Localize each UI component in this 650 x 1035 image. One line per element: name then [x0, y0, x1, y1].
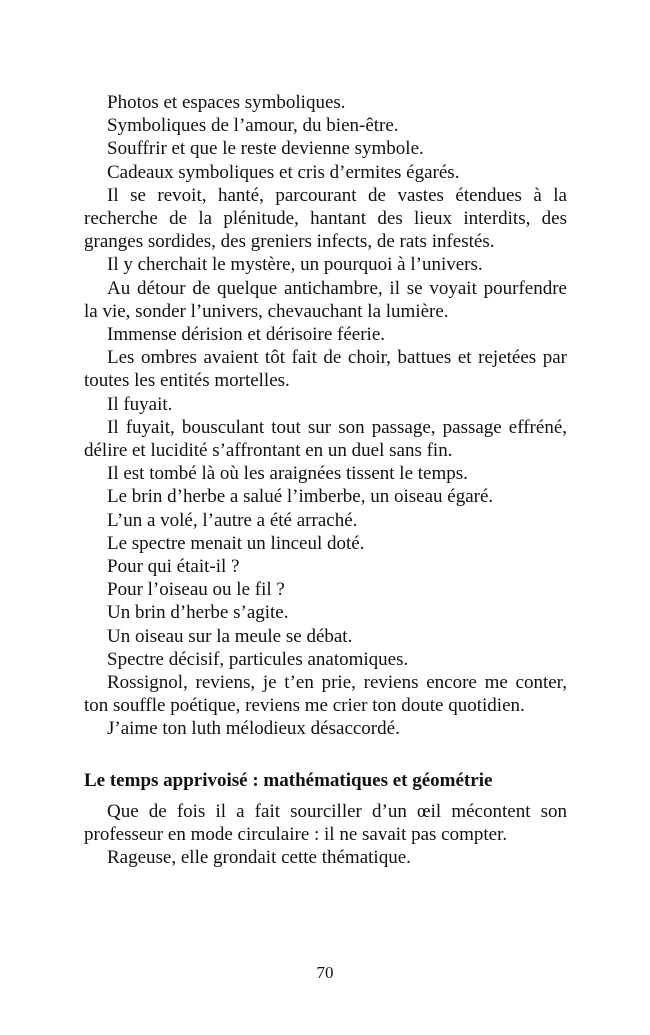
paragraph-1: Photos et espaces symboliques.: [107, 92, 346, 113]
section-heading: Le temps apprivoisé : mathématiques et géométrie: [84, 769, 493, 791]
paragraph-13: Le brin d’herbe a salué l’imberbe, un oiseau égaré.: [107, 486, 494, 508]
paragraph-6: Il y cherchait le mystère, un pourquoi à l’univers.: [107, 254, 483, 276]
paragraph-12: Il est tombé là où les araignées tissent le temps.: [107, 463, 468, 485]
paragraph-22: J’aime ton luth mélodieux désaccordé.: [107, 718, 400, 740]
paragraph-14: L’un a volé, l’autre a été arraché.: [107, 509, 358, 531]
paragraph-21: Rossignol, reviens, je t’en prie, reviens encore me conter, ton souffle poétique, reviens me crier ton doute quotidien.: [84, 672, 567, 717]
paragraph-16: Pour qui était-il ?: [107, 556, 240, 578]
paragraph-7: Au détour de quelque antichambre, il se voyait pourfendre la vie, sonder l’univers, chevauchant la lumière.: [84, 277, 567, 322]
paragraph-15: Le spectre menait un linceul doté.: [107, 532, 365, 554]
paragraph-2: Symboliques de l’amour, du bien-être.: [107, 115, 399, 137]
paragraph-23: Que de fois il a fait sourciller d’un œil mécontent son professeur en mode circulaire : il ne savait pas compter.: [84, 800, 567, 846]
paragraph-5: Il se revoit, hanté, parcourant de vastes étendues à la recherche de la plénitude, hantant des lieux interdits, des granges sordides, des greniers infects, de rats infestés.: [84, 184, 567, 253]
paragraph-10: Il fuyait.: [107, 393, 173, 415]
paragraph-4: Cadeaux symboliques et cris d’ermites égarés.: [107, 161, 460, 183]
paragraph-3: Souffrir et que le reste devienne symbole.: [107, 138, 424, 160]
page-number: 70: [316, 963, 334, 982]
paragraph-20: Spectre décisif, particules anatomiques.: [107, 648, 409, 670]
paragraph-24: Rageuse, elle grondait cette thématique.: [107, 847, 411, 869]
paragraph-18: Un brin d’herbe s’agite.: [107, 602, 289, 624]
paragraph-11: Il fuyait, bousculant tout sur son passage, passage effréné, délire et lucidité s’affrontant en un duel sans fin.: [84, 416, 567, 462]
paragraph-9: Les ombres avaient tôt fait de choir, battues et rejetées par toutes les entités mortelles.: [84, 347, 567, 392]
paragraph-19: Un oiseau sur la meule se débat.: [107, 625, 353, 647]
paragraph-8: Immense dérision et dérisoire féerie.: [107, 324, 386, 346]
page-body: [84, 91, 567, 870]
paragraph-17: Pour l’oiseau ou le fil ?: [107, 579, 285, 601]
